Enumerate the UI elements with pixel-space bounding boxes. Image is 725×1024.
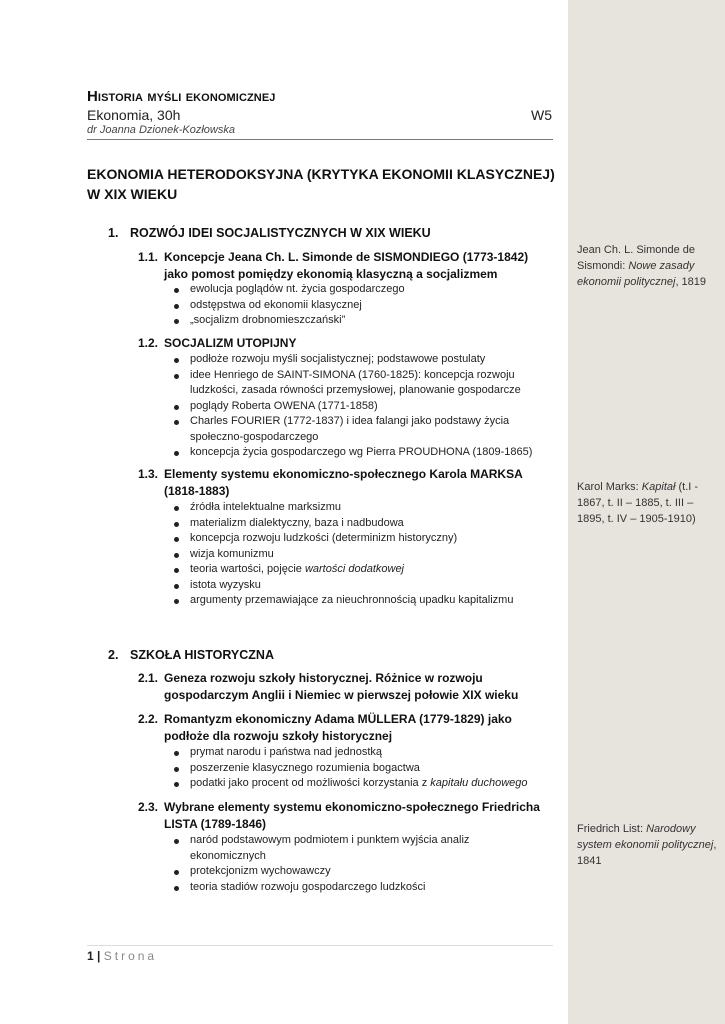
bullet-icon <box>174 405 179 410</box>
subsection-1-3 <box>138 466 548 500</box>
page-footer <box>87 949 157 963</box>
document-title: EKONOMIA HETERODOKSYJNA (KRYTYKA EKONOMII KLASYCZNEJ) W XIX WIEKU <box>87 166 555 202</box>
side-note-author: Karol Marks: <box>577 481 642 493</box>
bullet-icon <box>174 751 179 756</box>
italic-term: kapitału duchowego <box>430 777 528 789</box>
course-info: Ekonomia, 30h <box>87 107 181 123</box>
list-item: odstępstwa od ekonomii klasycznej <box>172 298 542 314</box>
subsection-number: 1.2. <box>138 336 159 350</box>
subsection-title: Geneza rozwoju szkoły historycznej. Różnice w rozwoju gospodarczym Anglii i Niemiec w pierwszej połowie XIX wieku <box>164 671 519 702</box>
footer-separator: | <box>97 949 101 963</box>
page-number: 1 <box>87 949 94 963</box>
subsection-1-2 <box>138 335 548 352</box>
subsection-2-2 <box>138 711 548 745</box>
bullet-icon <box>174 374 179 379</box>
subsection-number: 2.2. <box>138 712 159 726</box>
page-label: Strona <box>103 949 158 963</box>
side-note-work: Narodowy system ekonomii politycznej <box>577 823 714 851</box>
bullet-icon <box>174 767 179 772</box>
bullet-icon <box>174 553 179 558</box>
list-item: wizja komunizmu <box>172 547 542 563</box>
side-note-year: , 1841 <box>577 839 717 867</box>
section-number: 1. <box>108 226 119 240</box>
list-item: protekcjonizm wychowawczy <box>172 864 542 880</box>
section-number: 2. <box>108 648 119 662</box>
list-item: prymat narodu i państwa nad jednostką <box>172 745 542 761</box>
subsection-number: 1.3. <box>138 467 159 481</box>
bullet-icon <box>174 839 179 844</box>
list-item: koncepcja życia gospodarczego wg Pierra PROUDHONA (1809-1865) <box>172 445 542 461</box>
bullet-icon <box>174 537 179 542</box>
bullet-icon <box>174 522 179 527</box>
course-title <box>87 88 276 105</box>
subsection-number: 2.3. <box>138 800 159 814</box>
bullet-icon <box>174 886 179 891</box>
bullet-icon <box>174 506 179 511</box>
list-item: teoria wartości, pojęcie wartości dodatkowej <box>172 562 542 578</box>
subsection-2-1 <box>138 670 548 704</box>
bullet-icon <box>174 599 179 604</box>
bullet-icon <box>174 420 179 425</box>
section-1-heading <box>108 226 431 240</box>
list-item: poszerzenie klasycznego rozumienia bogactwa <box>172 761 542 777</box>
section-2-heading <box>108 648 274 662</box>
side-note-author: Friedrich List: <box>577 823 647 835</box>
bullet-icon <box>174 451 179 456</box>
list-item: materializm dialektyczny, baza i nadbudowa <box>172 516 542 532</box>
header-divider <box>87 139 553 140</box>
list-item: idee Henriego de SAINT-SIMONA (1760-1825): koncepcja rozwoju ludzkości, zasada równości przemysłowej, planowanie gospodarcze <box>172 368 542 399</box>
italic-term: wartości dodatkowej <box>304 563 405 575</box>
footer-divider <box>87 945 553 946</box>
side-note-year: , 1819 <box>675 276 707 288</box>
list-item: poglądy Roberta OWENA (1771-1858) <box>172 399 542 415</box>
list-item: teoria stadiów rozwoju gospodarczego ludzkości <box>172 880 542 896</box>
list-item: Charles FOURIER (1772-1837) i idea falangi jako podstawy życia społeczno-gospodarczego <box>172 414 542 445</box>
bullet-list-2-2 <box>172 745 542 792</box>
section-title: SZKOŁA HISTORYCZNA <box>130 648 274 662</box>
list-item: koncepcja rozwoju ludzkości (determinizm historyczny) <box>172 531 542 547</box>
course-title-text: Historia myśli ekonomicznej <box>87 88 276 105</box>
side-note-sismondi <box>577 242 717 290</box>
subsection-title: Elementy systemu ekonomiczno-społecznego Karola MARKSA (1818-1883) <box>164 467 523 498</box>
subsection-number: 1.1. <box>138 250 159 264</box>
bullet-icon <box>174 304 179 309</box>
list-item: naród podstawowym podmiotem i punktem wyjścia analiz ekonomicznych <box>172 833 542 864</box>
bullet-list-2-3 <box>172 833 542 895</box>
list-item: „socjalizm drobnomieszczański” <box>172 313 542 329</box>
list-item: podatki jako procent od możliwości korzystania z kapitału duchowego <box>172 776 542 792</box>
bullet-icon <box>174 358 179 363</box>
bullet-icon <box>174 568 179 573</box>
list-item: ewolucja poglądów nt. życia gospodarczego <box>172 282 542 298</box>
side-note-work: Kapitał <box>641 481 676 493</box>
bullet-list-1-3 <box>172 500 542 609</box>
side-note-list <box>577 821 717 869</box>
bullet-list-1-2 <box>172 352 542 461</box>
bullet-icon <box>174 870 179 875</box>
bullet-icon <box>174 584 179 589</box>
author-name: dr Joanna Dzionek-Kozłowska <box>87 124 235 136</box>
subsection-1-1 <box>138 249 548 283</box>
list-item: argumenty przemawiające za nieuchronnością upadku kapitalizmu <box>172 593 542 609</box>
list-item: podłoże rozwoju myśli socjalistycznej; podstawowe postulaty <box>172 352 542 368</box>
subsection-title: Wybrane elementy systemu ekonomiczno-społecznego Friedricha LISTA (1789-1846) <box>164 800 540 831</box>
section-title: ROZWÓJ IDEI SOCJALISTYCZNYCH W XIX WIEKU <box>130 226 431 240</box>
subsection-number: 2.1. <box>138 671 159 685</box>
lecture-code: W5 <box>531 107 552 123</box>
bullet-icon <box>174 319 179 324</box>
list-item: źródła intelektualne marksizmu <box>172 500 542 516</box>
list-item: istota wyzysku <box>172 578 542 594</box>
side-note-author: Jean Ch. L. Simonde de Sismondi: <box>577 244 696 272</box>
subsection-title: Romantyzm ekonomiczny Adama MÜLLERA (1779-1829) jako podłoże dla rozwoju szkoły historycznej <box>164 712 512 743</box>
bullet-icon <box>174 288 179 293</box>
bullet-list-1-1 <box>172 282 542 329</box>
subsection-title: Koncepcje Jeana Ch. L. Simonde de SISMONDIEGO (1773-1842) jako pomost pomiędzy ekonomią klasyczną a socjalizmem <box>164 250 529 281</box>
subsection-title: SOCJALIZM UTOPIJNY <box>164 336 297 350</box>
subsection-2-3 <box>138 799 548 833</box>
bullet-icon <box>174 782 179 787</box>
side-note-year: (t.I - 1867, t. II – 1885, t. III – 1895, t. IV – 1905-1910) <box>577 481 699 525</box>
side-note-work: Nowe zasady ekonomii politycznej <box>577 260 695 288</box>
side-note-marks <box>577 479 717 527</box>
